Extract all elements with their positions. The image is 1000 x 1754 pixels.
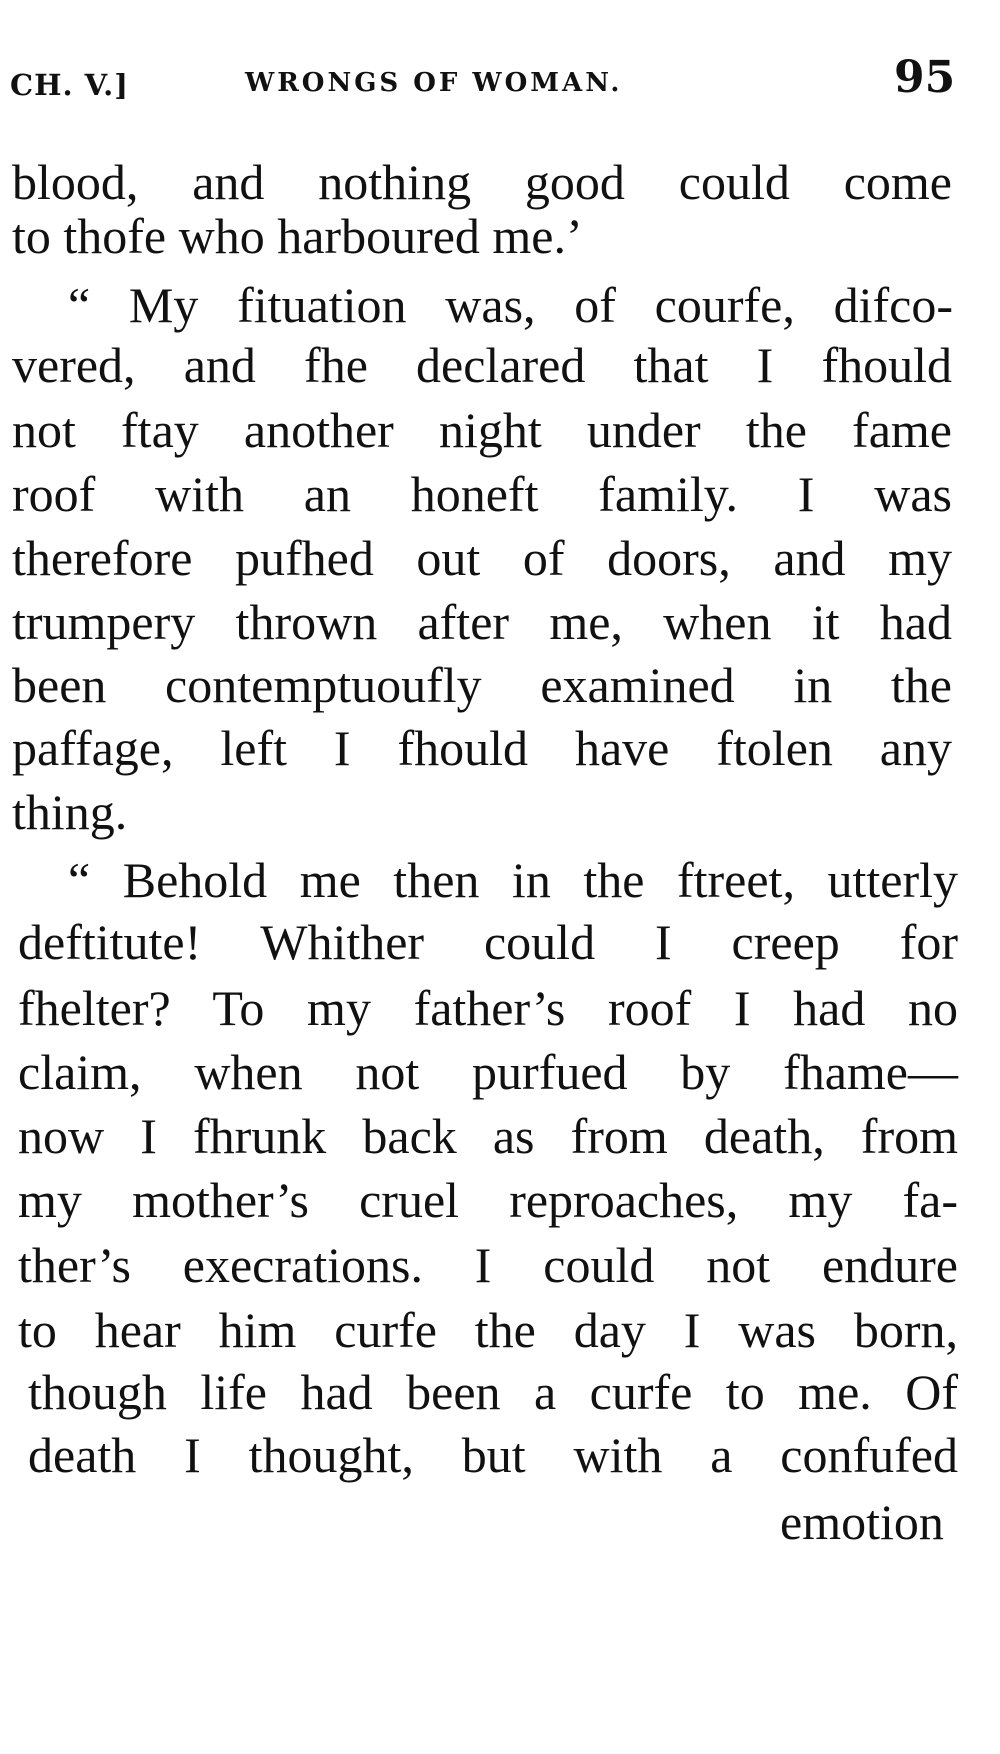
text-line: claim, when not purfued by fhame—	[18, 1044, 958, 1100]
text-line: paffage, left I fhould have ftolen any	[12, 720, 952, 776]
chapter-label: CH. V.]	[10, 68, 129, 102]
running-title: WRONGS OF WOMAN.	[245, 68, 623, 98]
text-line: trumpery thrown after me, when it had	[12, 594, 952, 650]
text-line: thing.	[12, 784, 128, 840]
text-line: fhelter? To my father’s roof I had no	[18, 980, 958, 1036]
text-line: vered, and fhe declared that I fhould	[12, 337, 952, 393]
page-number: 95	[894, 52, 956, 103]
text-line: though life had been a curfe to me. Of	[28, 1364, 958, 1420]
text-line: deftitute! Whither could I creep for	[18, 914, 958, 970]
text-line: now I fhrunk back as from death, from	[18, 1108, 958, 1164]
running-header	[10, 52, 960, 122]
text-line: death I thought, but with a confufed	[28, 1427, 958, 1483]
text-line: “ Behold me then in the ftreet, utterly	[68, 852, 958, 908]
text-line: to thofe who harboured me.’	[12, 208, 583, 264]
text-line: been contemptuoufly examined in the	[12, 657, 952, 713]
text-line: ther’s execrations. I could not endure	[18, 1237, 958, 1293]
text-line: roof with an honeft family. I was	[12, 466, 952, 522]
text-line: my mother’s cruel reproaches, my fa-	[18, 1172, 958, 1228]
catchword: emotion	[780, 1494, 944, 1550]
text-line: to hear him curfe the day I was born,	[18, 1302, 958, 1358]
text-line: “ My fituation was, of courfe, difco-	[68, 277, 953, 333]
text-line: blood, and nothing good could come	[12, 154, 952, 210]
text-line: therefore pufhed out of doors, and my	[12, 530, 952, 586]
text-line: not ftay another night under the fame	[12, 402, 952, 458]
